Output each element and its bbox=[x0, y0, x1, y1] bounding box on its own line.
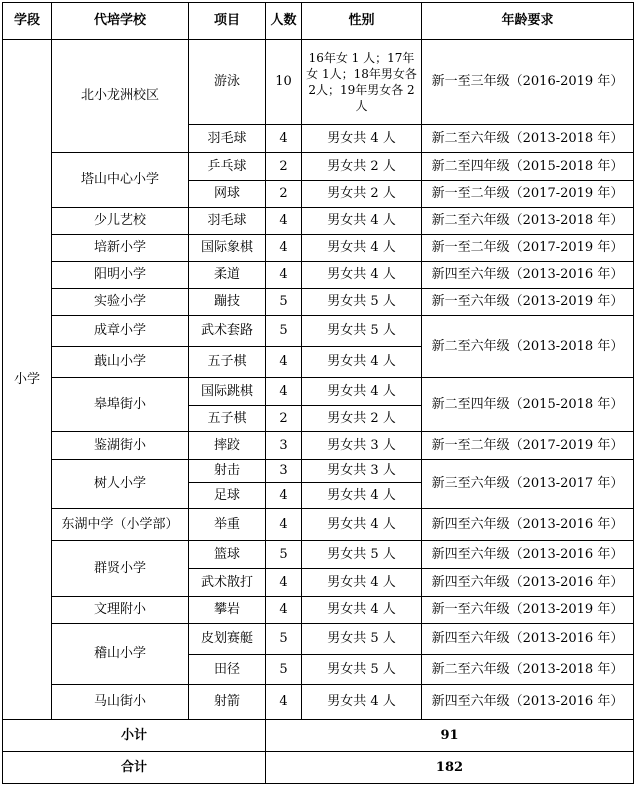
age-cell: 新三至六年级（2013-2017 年） bbox=[422, 460, 634, 509]
age-cell: 新二至六年级（2013-2018 年） bbox=[422, 208, 634, 235]
gender-cell: 男女共 4 人 bbox=[302, 235, 422, 262]
age-cell: 新二至四年级（2015-2018 年） bbox=[422, 378, 634, 432]
count-cell: 5 bbox=[266, 541, 302, 569]
gender-cell: 16年女 1 人；17年女 1人；18年男女各 2人；19年男女各 2人 bbox=[302, 40, 422, 125]
age-cell: 新四至六年级（2013-2016 年） bbox=[422, 509, 634, 541]
table-row bbox=[3, 316, 634, 347]
total-label: 合计 bbox=[3, 752, 266, 784]
age-cell: 新二至四年级（2015-2018 年） bbox=[422, 153, 634, 181]
age-cell: 新四至六年级（2013-2016 年） bbox=[422, 624, 634, 655]
age-cell: 新二至六年级（2013-2018 年） bbox=[422, 125, 634, 153]
sport-cell: 足球 bbox=[189, 483, 266, 509]
gender-cell: 男女共 2 人 bbox=[302, 406, 422, 432]
gender-cell: 男女共 4 人 bbox=[302, 597, 422, 624]
gender-cell: 男女共 5 人 bbox=[302, 316, 422, 347]
segment-cell: 小学 bbox=[3, 40, 52, 720]
subtotal-row bbox=[3, 720, 634, 752]
gender-cell: 男女共 2 人 bbox=[302, 181, 422, 208]
age-cell: 新二至六年级（2013-2018 年） bbox=[422, 316, 634, 378]
count-cell: 4 bbox=[266, 509, 302, 541]
header-school: 代培学校 bbox=[52, 3, 189, 40]
gender-cell: 男女共 4 人 bbox=[302, 208, 422, 235]
age-cell: 新一至六年级（2013-2019 年） bbox=[422, 597, 634, 624]
sport-cell: 五子棋 bbox=[189, 347, 266, 378]
sport-cell: 五子棋 bbox=[189, 406, 266, 432]
count-cell: 4 bbox=[266, 569, 302, 597]
school-cell: 阳明小学 bbox=[52, 262, 189, 289]
school-cell: 实验小学 bbox=[52, 289, 189, 316]
sport-cell: 田径 bbox=[189, 655, 266, 685]
age-cell: 新四至六年级（2013-2016 年） bbox=[422, 262, 634, 289]
gender-cell: 男女共 4 人 bbox=[302, 378, 422, 406]
gender-cell: 男女共 4 人 bbox=[302, 347, 422, 378]
table-row bbox=[3, 509, 634, 541]
gender-cell: 男女共 4 人 bbox=[302, 483, 422, 509]
gender-cell: 男女共 4 人 bbox=[302, 569, 422, 597]
count-cell: 5 bbox=[266, 624, 302, 655]
sport-cell: 柔道 bbox=[189, 262, 266, 289]
school-cell: 鉴湖街小 bbox=[52, 432, 189, 460]
age-cell: 新一至六年级（2013-2019 年） bbox=[422, 289, 634, 316]
gender-cell: 男女共 5 人 bbox=[302, 289, 422, 316]
age-cell: 新四至六年级（2013-2016 年） bbox=[422, 569, 634, 597]
sport-cell: 攀岩 bbox=[189, 597, 266, 624]
sport-cell: 乒乓球 bbox=[189, 153, 266, 181]
count-cell: 4 bbox=[266, 685, 302, 720]
school-cell: 文理附小 bbox=[52, 597, 189, 624]
table-row bbox=[3, 460, 634, 483]
sport-cell: 网球 bbox=[189, 181, 266, 208]
table-row bbox=[3, 378, 634, 406]
school-cell: 培新小学 bbox=[52, 235, 189, 262]
gender-cell: 男女共 4 人 bbox=[302, 262, 422, 289]
gender-cell: 男女共 2 人 bbox=[302, 153, 422, 181]
sport-cell: 羽毛球 bbox=[189, 208, 266, 235]
header-gender: 性别 bbox=[302, 3, 422, 40]
count-cell: 4 bbox=[266, 235, 302, 262]
table-row bbox=[3, 685, 634, 720]
count-cell: 5 bbox=[266, 289, 302, 316]
sport-cell: 游泳 bbox=[189, 40, 266, 125]
school-cell: 群贤小学 bbox=[52, 541, 189, 597]
count-cell: 2 bbox=[266, 181, 302, 208]
sport-cell: 武术散打 bbox=[189, 569, 266, 597]
count-cell: 4 bbox=[266, 378, 302, 406]
table-row bbox=[3, 597, 634, 624]
age-cell: 新一至二年级（2017-2019 年） bbox=[422, 235, 634, 262]
header-sport: 项目 bbox=[189, 3, 266, 40]
sport-cell: 摔跤 bbox=[189, 432, 266, 460]
sport-cell: 羽毛球 bbox=[189, 125, 266, 153]
count-cell: 3 bbox=[266, 460, 302, 483]
table-row bbox=[3, 153, 634, 181]
sport-cell: 举重 bbox=[189, 509, 266, 541]
sport-cell: 武术套路 bbox=[189, 316, 266, 347]
school-cell: 树人小学 bbox=[52, 460, 189, 509]
table-row bbox=[3, 40, 634, 125]
table-row bbox=[3, 624, 634, 655]
header-age: 年龄要求 bbox=[422, 3, 634, 40]
age-cell: 新一至二年级（2017-2019 年） bbox=[422, 432, 634, 460]
age-cell: 新二至六年级（2013-2018 年） bbox=[422, 655, 634, 685]
school-cell: 东湖中学（小学部） bbox=[52, 509, 189, 541]
count-cell: 4 bbox=[266, 125, 302, 153]
gender-cell: 男女共 5 人 bbox=[302, 655, 422, 685]
gender-cell: 男女共 5 人 bbox=[302, 541, 422, 569]
count-cell: 2 bbox=[266, 406, 302, 432]
gender-cell: 男女共 5 人 bbox=[302, 624, 422, 655]
header-segment: 学段 bbox=[3, 3, 52, 40]
sport-cell: 射击 bbox=[189, 460, 266, 483]
table-row bbox=[3, 432, 634, 460]
gender-cell: 男女共 3 人 bbox=[302, 432, 422, 460]
sport-cell: 射箭 bbox=[189, 685, 266, 720]
count-cell: 5 bbox=[266, 655, 302, 685]
gender-cell: 男女共 4 人 bbox=[302, 685, 422, 720]
table-row bbox=[3, 208, 634, 235]
school-cell: 少儿艺校 bbox=[52, 208, 189, 235]
gender-cell: 男女共 4 人 bbox=[302, 509, 422, 541]
school-cell: 皋埠街小 bbox=[52, 378, 189, 432]
count-cell: 4 bbox=[266, 262, 302, 289]
total-value: 182 bbox=[266, 752, 634, 784]
count-cell: 10 bbox=[266, 40, 302, 125]
sport-cell: 国际象棋 bbox=[189, 235, 266, 262]
count-cell: 4 bbox=[266, 208, 302, 235]
school-cell: 蕺山小学 bbox=[52, 347, 189, 378]
table-row bbox=[3, 289, 634, 316]
gender-cell: 男女共 4 人 bbox=[302, 125, 422, 153]
school-cell: 马山街小 bbox=[52, 685, 189, 720]
total-row bbox=[3, 752, 634, 784]
subtotal-label: 小计 bbox=[3, 720, 266, 752]
age-cell: 新一至二年级（2017-2019 年） bbox=[422, 181, 634, 208]
school-cell: 稽山小学 bbox=[52, 624, 189, 685]
count-cell: 4 bbox=[266, 597, 302, 624]
table-row bbox=[3, 541, 634, 569]
sport-cell: 国际跳棋 bbox=[189, 378, 266, 406]
header-count: 人数 bbox=[266, 3, 302, 40]
sport-cell: 皮划赛艇 bbox=[189, 624, 266, 655]
school-cell: 塔山中心小学 bbox=[52, 153, 189, 208]
school-cell: 北小龙洲校区 bbox=[52, 40, 189, 153]
sport-cell: 篮球 bbox=[189, 541, 266, 569]
age-cell: 新一至三年级（2016-2019 年） bbox=[422, 40, 634, 125]
enrollment-table bbox=[2, 2, 634, 784]
count-cell: 2 bbox=[266, 153, 302, 181]
gender-cell: 男女共 3 人 bbox=[302, 460, 422, 483]
school-cell: 成章小学 bbox=[52, 316, 189, 347]
count-cell: 4 bbox=[266, 483, 302, 509]
count-cell: 5 bbox=[266, 316, 302, 347]
count-cell: 3 bbox=[266, 432, 302, 460]
sport-cell: 蹦技 bbox=[189, 289, 266, 316]
header-row bbox=[3, 3, 634, 40]
subtotal-value: 91 bbox=[266, 720, 634, 752]
age-cell: 新四至六年级（2013-2016 年） bbox=[422, 541, 634, 569]
count-cell: 4 bbox=[266, 347, 302, 378]
table-row bbox=[3, 262, 634, 289]
table-row bbox=[3, 235, 634, 262]
age-cell: 新四至六年级（2013-2016 年） bbox=[422, 685, 634, 720]
